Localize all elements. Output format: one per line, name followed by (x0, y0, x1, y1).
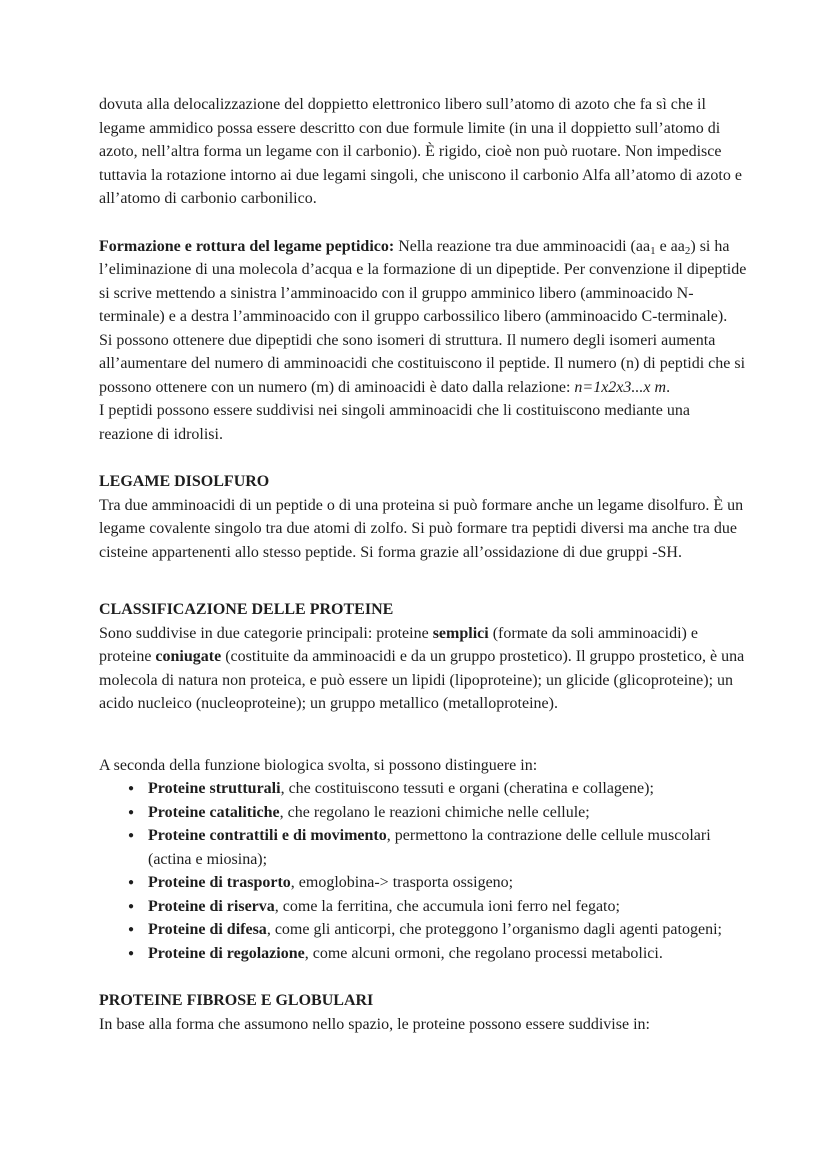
bullet-icon: ● (128, 806, 135, 818)
paragraph-disulfide (99, 494, 748, 565)
run-text: Nella reazione tra due amminoacidi (aa (394, 237, 651, 255)
bullet-icon: ● (128, 947, 135, 959)
protein-functions-list (99, 777, 748, 965)
run-formula-italic: n=1x2x3...x m (574, 378, 667, 396)
list-item-proteine-contrattili (128, 824, 748, 871)
list-item-text (148, 777, 748, 801)
run-bold: Proteine di riserva (148, 897, 275, 915)
run-bold: Proteine di regolazione (148, 944, 305, 962)
list-item-text (148, 895, 748, 919)
paragraph-text: dovuta alla delocalizzazione del doppietto elettronico libero sull’atomo di azoto che fa sì che il legame ammidico possa essere descritto con due formule limite (in una il doppietto sull’atomo di azoto, nell’altra forma un legame con il carbonio). È rigido, cioè non può ruotare. Non impedisce tuttavia la rotazione intorno ai due legami singoli, che uniscono il carbonio Alfa all’atomo di azoto e all’atomo di carbonio carbonilico. (99, 96, 742, 207)
run-text: (costituite da amminoacidi e da un gruppo prostetico). Il gruppo prostetico, è una molecola di natura non proteica, e può essere un lipidi (lipoproteine); un glicide (glicoproteine); un acido nucleico (nucleoproteine); un gruppo metallico (metalloproteine). (99, 648, 745, 712)
run-bold: coniugate (155, 648, 222, 665)
run-bold: Proteine contrattili e di movimento (148, 827, 387, 844)
list-item-proteine-trasporto (128, 871, 748, 895)
run-text: e aa (655, 237, 685, 255)
run-text: ) si ha l’eliminazione di una molecola d’acqua e la formazione di un dipeptide. Per convenzione il dipeptide si scrive mettendo a sinistra l’amminoacido con il gruppo amminico libero (amminoacido N-terminale) e a destra l’amminoacido con il gruppo carbossilico libero (amminoacido C-terminale). (99, 237, 747, 325)
run-text: , come gli anticorpi, che proteggono l’organismo dagli agenti patogeni; (266, 921, 722, 938)
run-text: , che regolano le reazioni chimiche nelle cellule; (279, 803, 590, 821)
bullet-icon: ● (128, 877, 135, 888)
list-item-text (148, 942, 748, 966)
heading-classificazione-proteine: CLASSIFICAZIONE DELLE PROTEINE (99, 601, 394, 618)
list-item-proteine-riserva (128, 895, 748, 919)
list-item-text (148, 871, 748, 895)
run-text: , permettono la contrazione delle cellule muscolari (actina e miosina); (148, 827, 711, 868)
run-text: . (666, 378, 671, 396)
heading-legame-disolfuro: LEGAME DISOLFURO (99, 473, 270, 490)
run-bold: Proteine di difesa (148, 921, 267, 938)
run-lead-bold: Formazione e rottura del legame peptidico: (99, 237, 395, 255)
run-subscript: 1 (650, 244, 656, 257)
paragraph-isomers (99, 329, 748, 447)
run-bold: Proteine di trasporto (148, 874, 291, 891)
list-item-proteine-regolazione (128, 942, 748, 966)
list-item-text (148, 801, 748, 825)
list-item-proteine-strutturali (128, 777, 748, 801)
paragraph-classification (99, 622, 748, 716)
run-text: , che costituiscono tessuti e organi (cheratina e collagene); (280, 780, 654, 797)
list-item-text (148, 824, 748, 871)
run-text: Si possono ottenere due dipeptidi che sono isomeri di struttura. Il numero degli isomeri aumenta all’aumentare del numero di amminoacidi che costituiscono il peptide. Il numero (n) di peptidi che si possono ottenere con un numero (m) di aminoacidi è dato dalla relazione: (99, 331, 746, 396)
bullet-icon: ● (128, 900, 135, 912)
run-text: Sono suddivise in due categorie principali: proteine (99, 624, 433, 642)
bullet-icon: ● (128, 924, 135, 935)
bullet-icon: ● (128, 830, 135, 841)
paragraph-formation-rupture (99, 235, 748, 329)
paragraph-text: Tra due amminoacidi di un peptide o di una proteina si può formare anche un legame disolfuro. È un legame covalente singolo tra due atomi di zolfo. Si può formare tra peptidi diversi ma anche tra due cisteine appartenenti allo stesso peptide. Si forma grazie all’ossidazione di due gruppi -SH. (99, 496, 744, 561)
run-text: I peptidi possono essere suddivisi nei singoli amminoacidi che li costituiscono mediante una reazione di idrolisi. (99, 402, 691, 443)
bullet-icon: ● (128, 783, 135, 794)
heading-proteine-fibrose-globulari: PROTEINE FIBROSE E GLOBULARI (99, 992, 374, 1009)
paragraph-fibrous-intro: In base alla forma che assumono nello spazio, le proteine possono essere suddivise in: (99, 1015, 650, 1033)
run-bold: Proteine catalitiche (148, 803, 280, 821)
run-bold: semplici (432, 624, 489, 642)
list-item-proteine-difesa (128, 918, 748, 942)
run-subscript: 2 (684, 244, 691, 257)
run-bold: Proteine strutturali (148, 780, 281, 797)
run-text: , emoglobina-> trasporta ossigeno; (290, 874, 514, 891)
paragraph-peptide-bond-intro (99, 93, 748, 211)
paragraph-functions-intro: A seconda della funzione biologica svolta, si possono distinguere in: (99, 756, 538, 774)
run-text: , come alcuni ormoni, che regolano processi metabolici. (304, 944, 663, 962)
list-item-text (148, 918, 748, 942)
run-text: (formate da soli amminoacidi) e proteine (99, 624, 698, 665)
run-text: , come la ferritina, che accumula ioni ferro nel fegato; (274, 897, 620, 915)
list-item-proteine-catalitiche (128, 801, 748, 825)
